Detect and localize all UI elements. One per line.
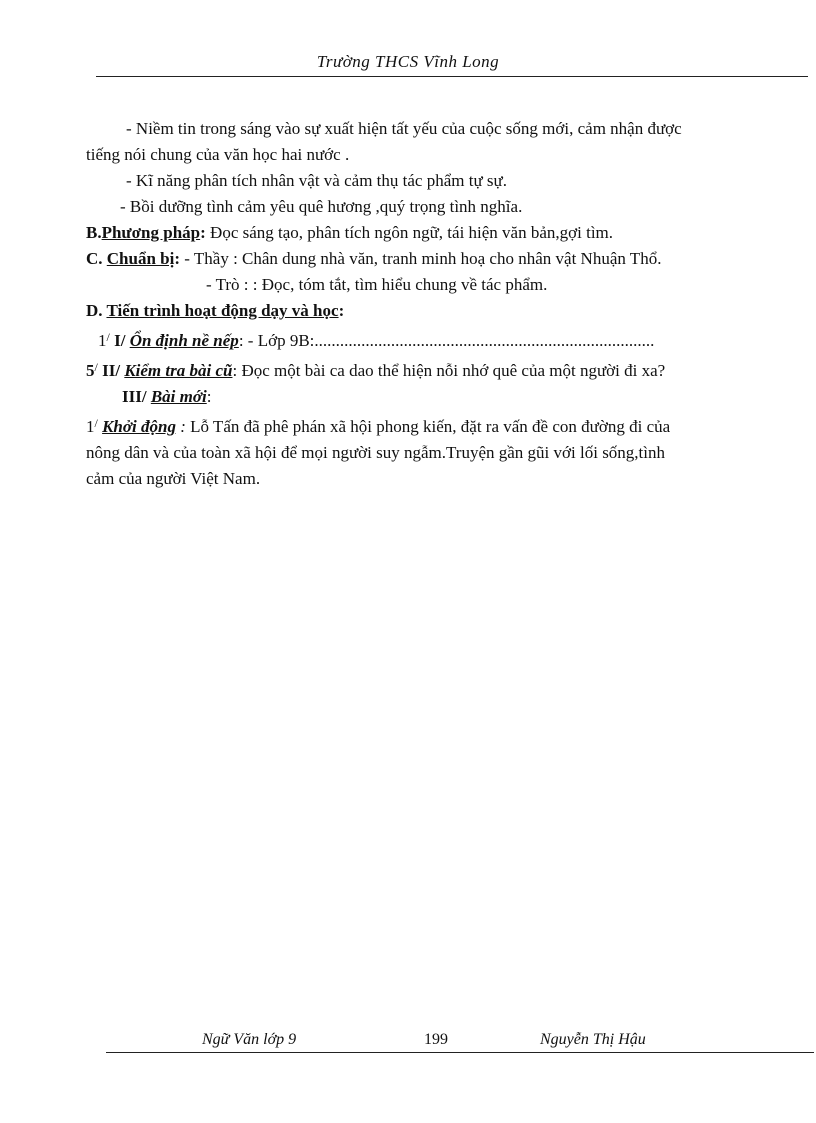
item-iii bbox=[86, 384, 786, 410]
warmup-line1 bbox=[86, 410, 786, 440]
section-c-prefix: C. bbox=[86, 249, 107, 268]
section-b-title: Phương pháp bbox=[101, 223, 201, 242]
item-i-title: Ổn định nề nếp bbox=[129, 331, 239, 350]
paragraph-belief-line2: tiếng nói chung của văn học hai nước . bbox=[86, 145, 350, 164]
item-iii-title: Bài mới bbox=[150, 387, 207, 406]
footer-author: Nguyễn Thị Hậu bbox=[540, 1031, 646, 1048]
section-c-text: - Thầy : Chân dung nhà văn, tranh minh hoạ cho nhân vật Nhuận Thổ. bbox=[180, 249, 662, 268]
item-iii-colon: : bbox=[206, 387, 212, 406]
item-ii-prefix: II/ bbox=[97, 361, 125, 380]
item-i-prefix: I/ bbox=[109, 331, 130, 350]
warmup-line2: nông dân và của toàn xã hội để mọi người suy ngẫm.Truyện gần gũi với lối sống,tình bbox=[86, 443, 666, 462]
section-c bbox=[86, 246, 786, 272]
header-rule bbox=[96, 76, 808, 77]
section-b-text: Đọc sáng tạo, phân tích ngôn ngữ, tái hiện văn bản,gợi tìm. bbox=[205, 223, 614, 242]
item-ii-title: Kiểm tra bài cũ bbox=[124, 361, 233, 380]
item-i-prime: / bbox=[106, 330, 110, 344]
section-b-colon: : bbox=[200, 223, 206, 242]
section-d-prefix: D. bbox=[86, 301, 107, 320]
item-ii bbox=[86, 354, 786, 384]
item-ii-prime: / bbox=[94, 360, 98, 374]
paragraph-belief-line1: - Niềm tin trong sáng vào sự xuất hiện tất yếu của cuộc sống mới, cảm nhận được bbox=[126, 119, 682, 138]
document-body bbox=[86, 116, 786, 492]
item-i-time: 1 bbox=[98, 331, 107, 350]
warmup-time: 1 bbox=[86, 417, 95, 436]
paragraph-skill: - Kĩ năng phân tích nhân vật và cảm thụ tác phẩm tự sự. bbox=[126, 171, 507, 190]
page-header: Trường THCS Vĩnh Long bbox=[316, 52, 500, 71]
section-b-prefix: B. bbox=[86, 223, 102, 242]
warmup-text: Lỗ Tấn đã phê phán xã hội phong kiến, đặt ra vấn đề con đường đi của bbox=[185, 417, 671, 436]
footer-subject: Ngữ Văn lớp 9 bbox=[202, 1031, 297, 1048]
section-c-colon: : bbox=[174, 249, 181, 268]
footer-page-number: 199 bbox=[424, 1031, 448, 1048]
item-i-text: : - Lớp 9B:................................................................................ bbox=[238, 331, 655, 350]
section-c-student: - Trò : : Đọc, tóm tắt, tìm hiểu chung về tác phẩm. bbox=[206, 275, 548, 294]
item-ii-time: 5 bbox=[86, 361, 95, 380]
warmup-colon: : bbox=[175, 417, 186, 436]
section-d-colon: : bbox=[338, 301, 345, 320]
item-i bbox=[86, 324, 786, 354]
section-b bbox=[86, 220, 786, 246]
paragraph-attitude: - Bồi dưỡng tình cảm yêu quê hương ,quý trọng tình nghĩa. bbox=[120, 197, 523, 216]
footer-rule bbox=[106, 1052, 814, 1053]
section-d bbox=[86, 298, 786, 324]
section-c-title: Chuẩn bị bbox=[106, 249, 175, 268]
item-ii-text: : Đọc một bài ca dao thể hiện nỗi nhớ quê của một người đi xa? bbox=[232, 361, 666, 380]
section-d-title: Tiến trình hoạt động dạy và học bbox=[106, 301, 339, 320]
warmup-title: Khởi động bbox=[102, 417, 176, 436]
item-iii-prefix: III/ bbox=[122, 387, 151, 406]
warmup-prime: / bbox=[94, 416, 98, 430]
warmup-line3: cảm của người Việt Nam. bbox=[86, 469, 261, 488]
